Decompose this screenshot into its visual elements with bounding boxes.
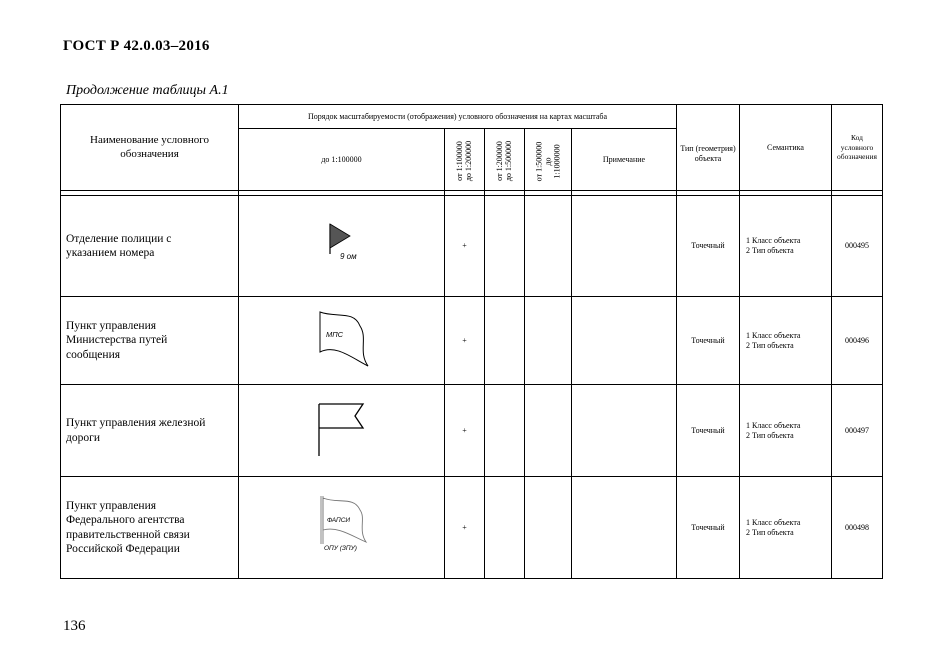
row-2-semantics-1: 1 Класс объекта: [746, 330, 801, 340]
row-1-symbol-label: 9 ом: [340, 252, 357, 261]
row-4-type: Точечный: [691, 522, 725, 532]
row-2-semantics: [746, 297, 831, 384]
row-4-semantics: [746, 477, 831, 578]
row-3-semantics: [746, 385, 831, 476]
row-1-type: Точечный: [691, 241, 725, 250]
header-scale-200k-500k: от 1:200000 до 1:500000: [495, 140, 514, 182]
row-1-semantics: [746, 196, 831, 296]
row-1-semantics-2: 2 Тип объекта: [746, 246, 794, 255]
document-code: ГОСТ Р 42.0.03–2016: [63, 38, 210, 54]
row-2-code: 000496: [845, 335, 869, 345]
header-scale-100k-200k: от 1:100000 до 1:200000: [455, 140, 474, 182]
railway-control-flag-symbol-icon: [308, 396, 378, 466]
header-code: Код условного обозначения: [837, 133, 877, 162]
header-semantics: Семантика: [767, 142, 804, 152]
row-3-code: 000497: [845, 425, 869, 435]
row-3-type: Точечный: [691, 425, 725, 435]
table-continuation-title: Продолжение таблицы А.1: [66, 83, 229, 98]
row-4-name: Пункт управления Федерального агентства правительственной связи Российской Федерации: [66, 499, 190, 555]
row-3-scale-mark: +: [462, 425, 467, 435]
row-2-scale-mark: +: [462, 335, 467, 345]
row-1-name: Отделение полиции с указанием номера: [66, 232, 172, 259]
row-3-semantics-1: 1 Класс объекта: [746, 420, 801, 430]
row-3-semantics-2: 2 Тип объекта: [746, 430, 794, 440]
row-2-type: Точечный: [691, 335, 725, 345]
header-type: Тип (геометрия) объекта: [680, 143, 736, 163]
header-note: Примечание: [602, 154, 646, 164]
row-4-semantics-1: 1 Класс объекта: [746, 517, 801, 527]
row-2-semantics-2: 2 Тип объекта: [746, 340, 794, 350]
row-3-name: Пункт управления железной дороги: [66, 417, 206, 444]
row-1-scale-mark: +: [462, 241, 467, 250]
row-4-symbol-sublabel: ОПУ (ЗПУ): [324, 545, 357, 552]
page-number: 136: [63, 618, 86, 634]
header-scale-group: Порядок масштабируемости (отображения) условного обозначения на картах масштаба: [307, 111, 608, 121]
row-2-name: Пункт управления Министерства путей сообщения: [66, 319, 168, 361]
railway-ministry-flag-symbol-icon: [310, 302, 380, 374]
header-scale-500k-1m: от 1:500000 до 1:1000000: [534, 141, 562, 182]
row-4-symbol-label: ФАПСИ: [327, 517, 351, 524]
header-name: Наименование условного обозначения: [90, 134, 209, 160]
row-1-code: 000495: [845, 241, 869, 250]
row-4-scale-mark: +: [462, 522, 467, 532]
row-4-semantics-2: 2 Тип объекта: [746, 527, 794, 537]
row-1-semantics-1: 1 Класс объекта: [746, 236, 801, 245]
row-2-symbol-label: МПС: [326, 330, 344, 339]
row-4-code: 000498: [845, 522, 869, 532]
header-scale-100k: до 1:100000: [321, 154, 362, 164]
